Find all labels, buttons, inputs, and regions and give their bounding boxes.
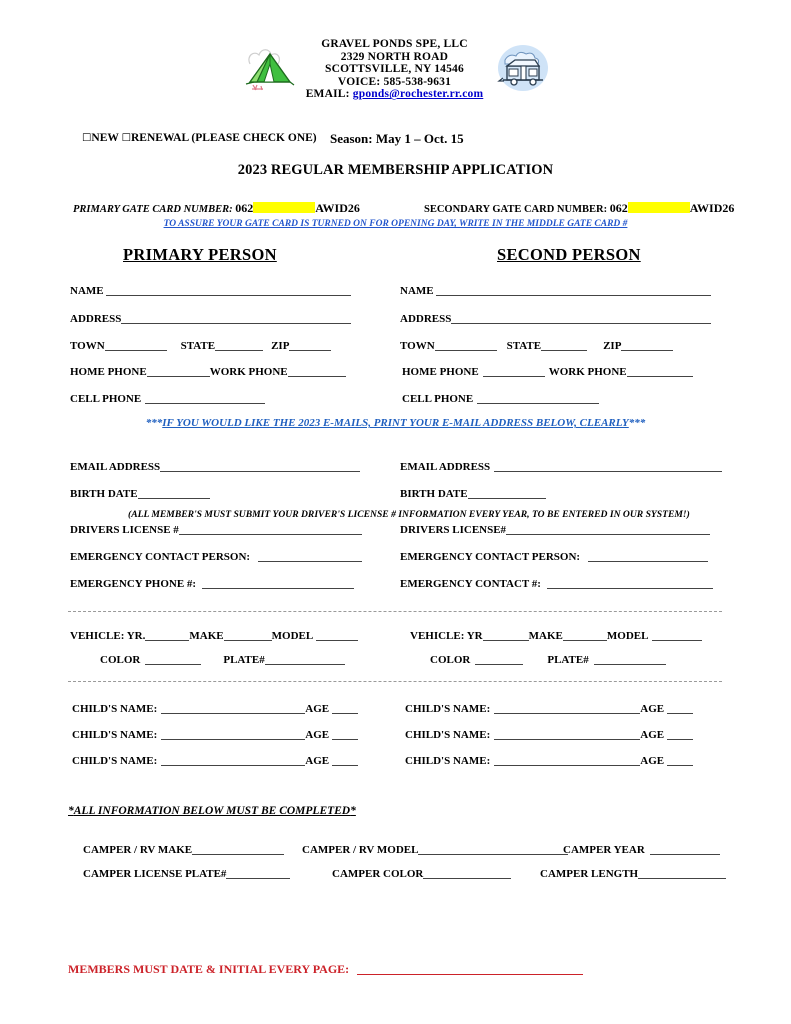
primary-address-row (70, 312, 351, 326)
primary-email-input[interactable] (160, 460, 360, 472)
secondary-gate-card-suffix: AWID26 (689, 201, 735, 215)
members-initial-label: MEMBERS MUST DATE & INITIAL EVERY PAGE: (68, 962, 350, 976)
label-renewal: RENEWAL (PLEASE CHECK ONE) (131, 132, 317, 144)
primary-state-label: STATE (180, 340, 216, 352)
primary-zip-input[interactable] (289, 339, 331, 351)
second-town-label: TOWN (400, 340, 435, 352)
second-address-input[interactable] (451, 312, 711, 324)
second-child-row (405, 754, 693, 768)
drivers-license-note: (ALL MEMBER'S MUST SUBMIT YOUR DRIVER'S LICENSE # INFORMATION EVERY YEAR, TO BE ENTERED IN OUR SYSTEM!) (128, 509, 690, 520)
camper-length-input[interactable] (638, 867, 726, 879)
second-child-name-input[interactable] (494, 754, 640, 766)
primary-drivers-license-label: DRIVERS LICENSE # (70, 524, 179, 536)
primary-drivers-license-row (70, 523, 362, 537)
primary-vehicle-model-label: MODEL (271, 630, 314, 642)
primary-gate-card-suffix: AWID26 (315, 201, 360, 215)
rv-camper-icon (495, 42, 551, 94)
second-vehicle-make-input[interactable] (563, 629, 607, 641)
second-zip-input[interactable] (621, 339, 673, 351)
checkbox-new[interactable]: ☐ (82, 132, 92, 144)
second-work-phone-input[interactable] (627, 365, 693, 377)
second-cell-phone-label: CELL PHONE (402, 393, 474, 405)
second-home-phone-label: HOME PHONE (402, 366, 479, 378)
second-vehicle-color-plate-row (430, 653, 666, 667)
primary-vehicle-year-input[interactable] (145, 629, 189, 641)
second-emergency-contact-input[interactable] (588, 550, 708, 562)
primary-gate-card-field (73, 201, 360, 216)
second-child-name-input[interactable] (494, 702, 640, 714)
primary-child-row (72, 728, 358, 742)
primary-child-age-input[interactable] (332, 702, 358, 714)
camper-model-input[interactable] (418, 843, 568, 855)
primary-vehicle-make-input[interactable] (224, 629, 272, 641)
label-new: NEW (91, 132, 119, 144)
primary-emergency-phone-input[interactable] (202, 577, 354, 589)
primary-address-input[interactable] (121, 312, 351, 324)
primary-child-age-label: AGE (305, 703, 330, 715)
second-town-row (400, 339, 673, 353)
second-email-input[interactable] (494, 460, 722, 472)
primary-gate-card-prefix: 062 (235, 201, 254, 215)
primary-cell-phone-input[interactable] (145, 392, 265, 404)
second-child-age-input[interactable] (667, 702, 693, 714)
primary-work-phone-label: WORK PHONE (209, 366, 288, 378)
primary-child-age-input[interactable] (332, 754, 358, 766)
camper-model-label: CAMPER / RV MODEL (302, 844, 419, 856)
primary-town-input[interactable] (105, 339, 167, 351)
primary-child-age-label: AGE (305, 729, 330, 741)
primary-gate-card-highlight-blank[interactable] (253, 202, 315, 213)
application-type-checkboxes (82, 132, 317, 144)
primary-child-name-input[interactable] (161, 728, 305, 740)
camper-make-input[interactable] (192, 843, 284, 855)
primary-home-phone-label: HOME PHONE (70, 366, 147, 378)
org-address: 2329 NORTH ROAD (340, 50, 449, 63)
separator-above-vehicle (68, 611, 722, 612)
all-information-note (68, 805, 356, 817)
second-drivers-license-row (400, 523, 710, 537)
camper-make-label: CAMPER / RV MAKE (83, 844, 193, 856)
primary-zip-label: ZIP (271, 340, 290, 352)
second-vehicle-year-label: VEHICLE: YR (410, 630, 483, 642)
second-emergency-contact-label: EMERGENCY CONTACT PERSON: (400, 551, 581, 563)
primary-cell-phone-row (70, 392, 265, 406)
gate-card-note: TO ASSURE YOUR GATE CARD IS TURNED ON FOR OPENING DAY, WRITE IN THE MIDDLE GATE CARD # (163, 219, 628, 229)
members-initial-input[interactable] (357, 963, 583, 975)
primary-emergency-phone-row (70, 577, 354, 591)
primary-child-name-label: CHILD'S NAME: (72, 729, 158, 741)
primary-vehicle-color-plate-row (100, 653, 345, 667)
second-email-label: EMAIL ADDRESS (400, 461, 491, 473)
primary-vehicle-plate-label: PLATE# (223, 654, 265, 666)
camper-license-plate-row (83, 867, 290, 881)
camper-year-label: CAMPER YEAR (563, 844, 645, 856)
tent-icon (240, 42, 296, 94)
org-name: GRAVEL PONDS SPE, LLC (321, 38, 468, 50)
primary-town-label: TOWN (70, 340, 105, 352)
page-title: 2023 REGULAR MEMBERSHIP APPLICATION (237, 162, 554, 178)
org-phone: VOICE: 585-538-9631 (337, 75, 452, 88)
camper-model-row (302, 843, 568, 857)
second-email-row (400, 460, 722, 474)
second-vehicle-color-input[interactable] (475, 653, 523, 665)
primary-vehicle-plate-input[interactable] (265, 653, 345, 665)
all-info-text: ALL INFORMATION BELOW MUST BE COMPLETED (73, 805, 351, 817)
second-vehicle-row (410, 629, 702, 643)
primary-vehicle-color-label: COLOR (100, 654, 141, 666)
camper-color-input[interactable] (423, 867, 511, 879)
second-phones-row (402, 365, 693, 379)
second-birth-date-input[interactable] (468, 487, 546, 499)
second-state-input[interactable] (541, 339, 587, 351)
primary-name-input[interactable] (106, 284, 351, 296)
primary-vehicle-model-input[interactable] (316, 629, 358, 641)
primary-town-row (70, 339, 331, 353)
second-child-age-label: AGE (640, 703, 665, 715)
second-emergency-contact-row (400, 550, 708, 564)
primary-drivers-license-input[interactable] (179, 523, 362, 535)
primary-birth-date-label: BIRTH DATE (70, 488, 138, 500)
second-name-label: NAME (400, 285, 434, 297)
second-child-row (405, 728, 693, 742)
second-child-age-label: AGE (640, 755, 665, 767)
primary-vehicle-row (70, 629, 358, 643)
second-vehicle-plate-input[interactable] (594, 653, 666, 665)
second-child-age-input[interactable] (667, 754, 693, 766)
primary-gate-card-label: PRIMARY GATE CARD NUMBER: (73, 204, 233, 215)
secondary-gate-card-highlight-blank[interactable] (628, 202, 690, 213)
members-initial-note (68, 962, 583, 977)
primary-vehicle-year-label: VEHICLE: YR. (70, 630, 146, 642)
primary-emergency-phone-label: EMERGENCY PHONE #: (70, 578, 197, 590)
second-child-name-input[interactable] (494, 728, 640, 740)
second-child-name-label: CHILD'S NAME: (405, 755, 491, 767)
second-cell-phone-input[interactable] (477, 392, 599, 404)
primary-child-age-input[interactable] (332, 728, 358, 740)
primary-emergency-contact-label: EMERGENCY CONTACT PERSON: (70, 551, 251, 563)
primary-birth-date-input[interactable] (138, 487, 210, 499)
primary-emergency-contact-row (70, 550, 362, 564)
camper-year-input[interactable] (650, 843, 720, 855)
second-home-phone-input[interactable] (483, 365, 545, 377)
primary-person-heading: PRIMARY PERSON (123, 245, 277, 264)
checkbox-renewal[interactable]: ☐ (121, 132, 131, 144)
camper-length-label: CAMPER LENGTH (540, 868, 639, 880)
email-notice-trail: *** (628, 417, 646, 429)
camper-make-row (83, 843, 284, 857)
primary-email-row (70, 460, 360, 474)
second-state-label: STATE (506, 340, 542, 352)
secondary-gate-card-field (424, 201, 734, 216)
primary-phones-row (70, 365, 346, 379)
second-drivers-license-label: DRIVERS LICENSE# (400, 524, 507, 536)
second-vehicle-color-label: COLOR (430, 654, 471, 666)
second-birth-date-label: BIRTH DATE (400, 488, 468, 500)
camper-license-plate-label: CAMPER LICENSE PLATE# (83, 868, 227, 880)
second-town-input[interactable] (435, 339, 497, 351)
second-address-label: ADDRESS (400, 313, 452, 325)
second-drivers-license-input[interactable] (506, 523, 710, 535)
second-cell-phone-row (402, 392, 599, 406)
primary-child-row (72, 702, 358, 716)
primary-child-age-label: AGE (305, 755, 330, 767)
second-name-input[interactable] (436, 284, 711, 296)
second-birth-date-row (400, 487, 546, 501)
second-zip-label: ZIP (603, 340, 622, 352)
primary-child-name-label: CHILD'S NAME: (72, 703, 158, 715)
camper-length-row (540, 867, 726, 881)
email-notice-text: IF YOU WOULD LIKE THE 2023 E-MAILS, PRINT YOUR E-MAIL ADDRESS BELOW, CLEARLY (162, 417, 629, 429)
email-link[interactable]: gponds@rochester.rr.com (352, 88, 484, 101)
camper-color-row (332, 867, 511, 881)
primary-child-name-input[interactable] (161, 702, 305, 714)
letterhead (0, 36, 791, 101)
primary-child-name-input[interactable] (161, 754, 305, 766)
second-emergency-contact-number-label: EMERGENCY CONTACT #: (400, 578, 541, 590)
primary-state-input[interactable] (215, 339, 263, 351)
primary-address-label: ADDRESS (70, 313, 122, 325)
second-address-row (400, 312, 711, 326)
primary-name-row (70, 284, 351, 298)
primary-cell-phone-label: CELL PHONE (70, 393, 142, 405)
email-notice (0, 417, 791, 429)
second-vehicle-model-label: MODEL (606, 630, 649, 642)
second-child-age-input[interactable] (667, 728, 693, 740)
email-label: EMAIL: (305, 88, 350, 101)
second-emergency-contact-number-input[interactable] (547, 577, 713, 589)
separator-below-vehicle (68, 681, 722, 682)
second-vehicle-year-input[interactable] (483, 629, 529, 641)
second-emergency-contact-number-row (400, 577, 713, 591)
primary-child-name-label: CHILD'S NAME: (72, 755, 158, 767)
org-email-row (306, 88, 484, 101)
primary-home-phone-input[interactable] (147, 365, 210, 377)
season-text: Season: May 1 – Oct. 15 (330, 131, 464, 146)
second-vehicle-plate-label: PLATE# (547, 654, 589, 666)
second-name-row (400, 284, 711, 298)
second-vehicle-make-label: MAKE (528, 630, 563, 642)
second-vehicle-model-input[interactable] (652, 629, 702, 641)
all-info-star-right: * (350, 805, 356, 817)
second-work-phone-label: WORK PHONE (548, 366, 627, 378)
primary-emergency-contact-input[interactable] (258, 550, 362, 562)
primary-vehicle-color-input[interactable] (145, 653, 201, 665)
second-person-heading: SECOND PERSON (497, 245, 641, 264)
all-info-star-left: * (68, 805, 74, 817)
org-info-block (306, 36, 484, 101)
second-child-name-label: CHILD'S NAME: (405, 729, 491, 741)
email-notice-lead: *** (145, 417, 163, 429)
primary-child-row (72, 754, 358, 768)
primary-work-phone-input[interactable] (288, 365, 346, 377)
primary-birth-date-row (70, 487, 210, 501)
primary-email-label: EMAIL ADDRESS (70, 461, 161, 473)
camper-license-plate-input[interactable] (226, 867, 290, 879)
camper-year-row (563, 843, 720, 857)
secondary-gate-card-label: SECONDARY GATE CARD NUMBER: (424, 204, 608, 215)
camper-color-label: CAMPER COLOR (332, 868, 424, 880)
second-child-age-label: AGE (640, 729, 665, 741)
primary-name-label: NAME (70, 285, 104, 297)
org-city-state-zip: SCOTTSVILLE, NY 14546 (325, 63, 464, 76)
second-child-name-label: CHILD'S NAME: (405, 703, 491, 715)
second-child-row (405, 702, 693, 716)
secondary-gate-card-prefix: 062 (609, 201, 628, 215)
primary-vehicle-make-label: MAKE (189, 630, 224, 642)
